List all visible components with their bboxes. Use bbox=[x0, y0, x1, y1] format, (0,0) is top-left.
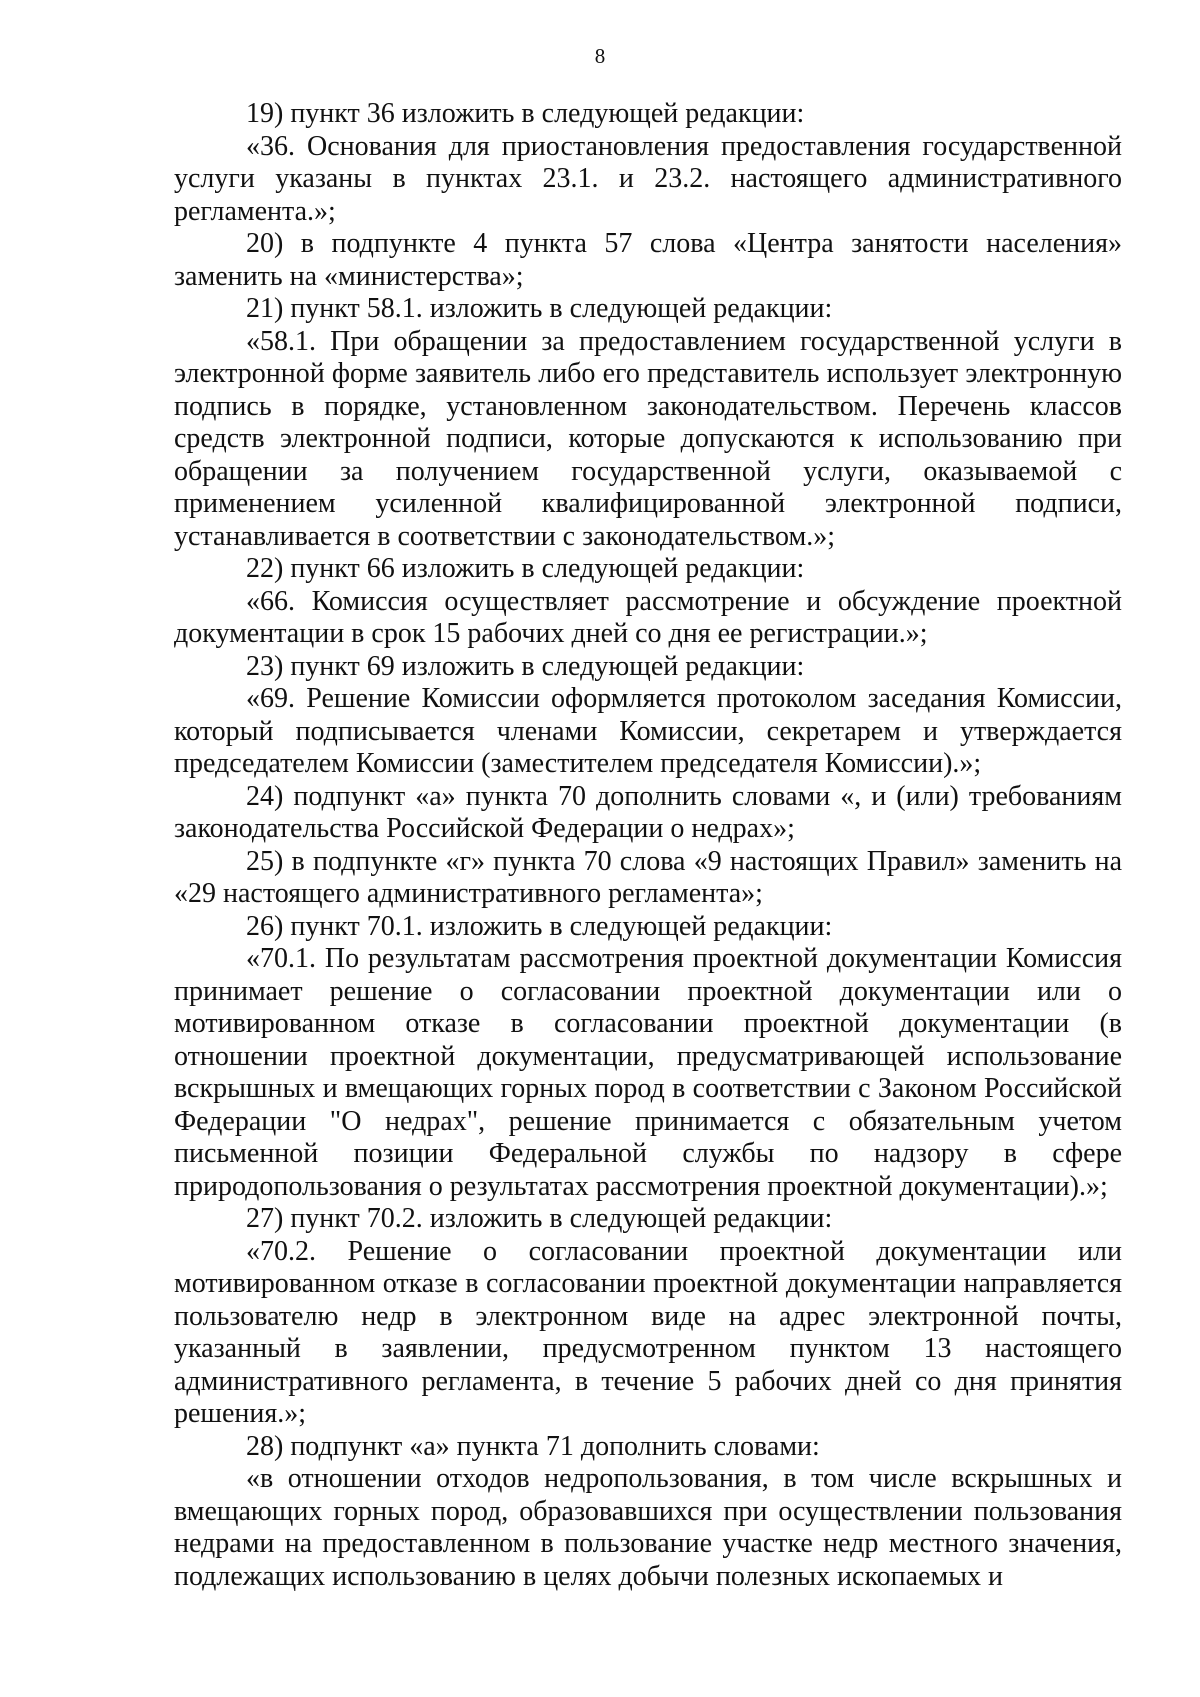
paragraph-item-22: 22) пункт 66 изложить в следующей редакции: bbox=[246, 553, 805, 584]
paragraph-item-19: 19) пункт 36 изложить в следующей редакции: bbox=[246, 98, 805, 129]
paragraph-item-71-text: «в отношении отходов недропользования, в том числе вскрышных и вмещающих горных пород, образовавшихся при осуществлении пользования недрами на предоставленном в пользование участке недр местного значения, подлежащих использованию в целях добычи полезных ископаемых и bbox=[174, 1463, 1122, 1592]
paragraph-item-21: 21) пункт 58.1. изложить в следующей редакции: bbox=[246, 293, 833, 324]
paragraph-item-20: 20) в подпункте 4 пункта 57 слова «Центра занятости населения» заменить на «министерства»; bbox=[174, 228, 1122, 292]
paragraph-item-36-text: «36. Основания для приостановления предоставления государственной услуги указаны в пунктах 23.1. и 23.2. настоящего административного регламента.»; bbox=[174, 130, 1122, 227]
paragraph-item-69-text: «69. Решение Комиссии оформляется протоколом заседания Комиссии, который подписывается членами Комиссии, секретарем и утверждается председателем Комиссии (заместителем председателя Комиссии).»; bbox=[174, 683, 1122, 779]
paragraph-item-26: 26) пункт 70.1. изложить в следующей редакции: bbox=[246, 910, 833, 942]
paragraph-item-70-2-text: «70.2. Решение о согласовании проектной документации или мотивированном отказе в согласовании проектной документации направляется пользователю недр в электронном виде на адрес электронной почты, указанный в заявлении, предусмотренном пунктом 13 настоящего административного регламента, в течение 5 рабочих дней со дня принятия решения.»; bbox=[174, 1235, 1122, 1429]
paragraph-item-58-1-text: «58.1. При обращении за предоставлением государственной услуги в электронной форме заявитель либо его представитель использует электронную подпись в порядке, установленном законодательством. Перечень классов средств электронной подписи, которые допускаются к использованию при обращении за получением государственной услуги, оказываемой с применением усиленной квалифицированной электронной подписи, устанавливается в соответствии с законодательством.»; bbox=[174, 325, 1122, 552]
paragraph-item-23: 23) пункт 69 изложить в следующей редакции: bbox=[246, 650, 805, 682]
paragraph-item-66-text: «66. Комиссия осуществляет рассмотрение и обсуждение проектной документации в срок 15 рабочих дней со дня ее регистрации.»; bbox=[174, 585, 1122, 649]
paragraph-item-70-1-text: «70.1. По результатам рассмотрения проектной документации Комиссия принимает решение о согласовании проектной документации или о мотивированном отказе в согласовании проектной документации (в отношении проектной документации, предусматривающей использование вскрышных и вмещающих горных пород в соответствии с Законом Российской Федерации "О недрах", решение принимается с обязательным учетом письменной позиции Федеральной службы по надзору в сфере природопользования о результатах рассмотрения проектной документации).»; bbox=[174, 943, 1122, 1202]
page-number: 8 bbox=[594, 44, 606, 68]
paragraph-item-25: 25) в подпункте «г» пункта 70 слова «9 настоящих Правил» заменить на «29 настоящего административного регламента»; bbox=[174, 845, 1122, 909]
paragraph-item-28: 28) подпункт «а» пункта 71 дополнить словами: bbox=[246, 1430, 820, 1462]
paragraph-item-27: 27) пункт 70.2. изложить в следующей редакции: bbox=[246, 1203, 833, 1234]
paragraph-item-24: 24) подпункт «а» пункта 70 дополнить словами «, и (или) требованиям законодательства Российской Федерации о недрах»; bbox=[174, 780, 1122, 844]
document-body bbox=[174, 98, 1122, 1593]
